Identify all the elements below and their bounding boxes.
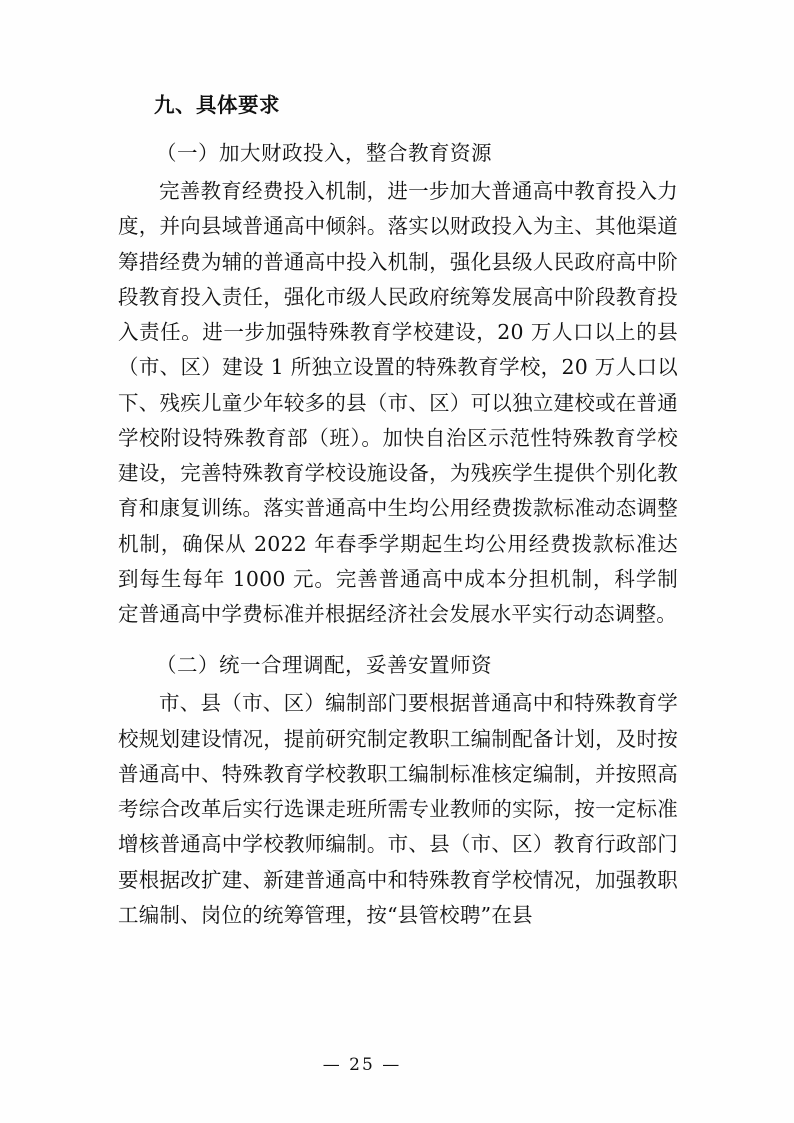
document-body — [118, 88, 678, 937]
page-number: — 25 — — [322, 1055, 402, 1075]
paragraph: 市、县（市、区）编制部门要根据普通高中和特殊教育学校规划建设情况，提前研究制定教职工编制配备计划，及时按普通高中、特殊教育学校教职工编制标准核定编制，并按照高考综合改革后实行选课走班所需专业教师的实际，按一定标准增核普通高中学校教师编制。市、县（市、区）教育行政部门要根据改扩建、新建普通高中和特殊教育学校情况，加强教职工编制、岗位的统筹管理，按“县管校聘”在县 — [118, 691, 678, 927]
page-footer — [0, 1055, 794, 1075]
spacer — [118, 636, 678, 648]
section-heading: 九、具体要求 — [154, 93, 280, 117]
subsection-title-2: （二）统一合理调配，妥善安置师资 — [156, 653, 492, 678]
subsection-title-1: （一）加大财政投入，整合教育资源 — [156, 141, 492, 165]
paragraph: 完善教育经费投入机制，进一步加大普通高中教育投入力度，并向县域普通高中倾斜。落实以财政投入为主、其他渠道筹措经费为辅的普通高中投入机制，强化县级人民政府高中阶段教育投入责任，强化市级人民政府统筹发展高中阶段教育投入责任。进一步加强特殊教育学校建设，20 万人口以上的县（市、区）建设 1 所独立设置的特殊教育学校，20 万人口以下、残疾儿童少年较多的县（市、区）可以独立建校或在普通学校附设特殊教育部（班）。加快自治区示范性特殊教育学校建设，完善特殊教育学校设施设备，为残疾学生提供个别化教育和康复训练。落实普通高中生均公用经费拨款标准动态调整机制，确保从 2022 年春季学期起生均公用经费拨款标准达到每生每年 1000 元。完善普通高中成本分担机制，科学制定普通高中学费标准并根据经济社会发展水平实行动态调整。 — [118, 179, 678, 626]
